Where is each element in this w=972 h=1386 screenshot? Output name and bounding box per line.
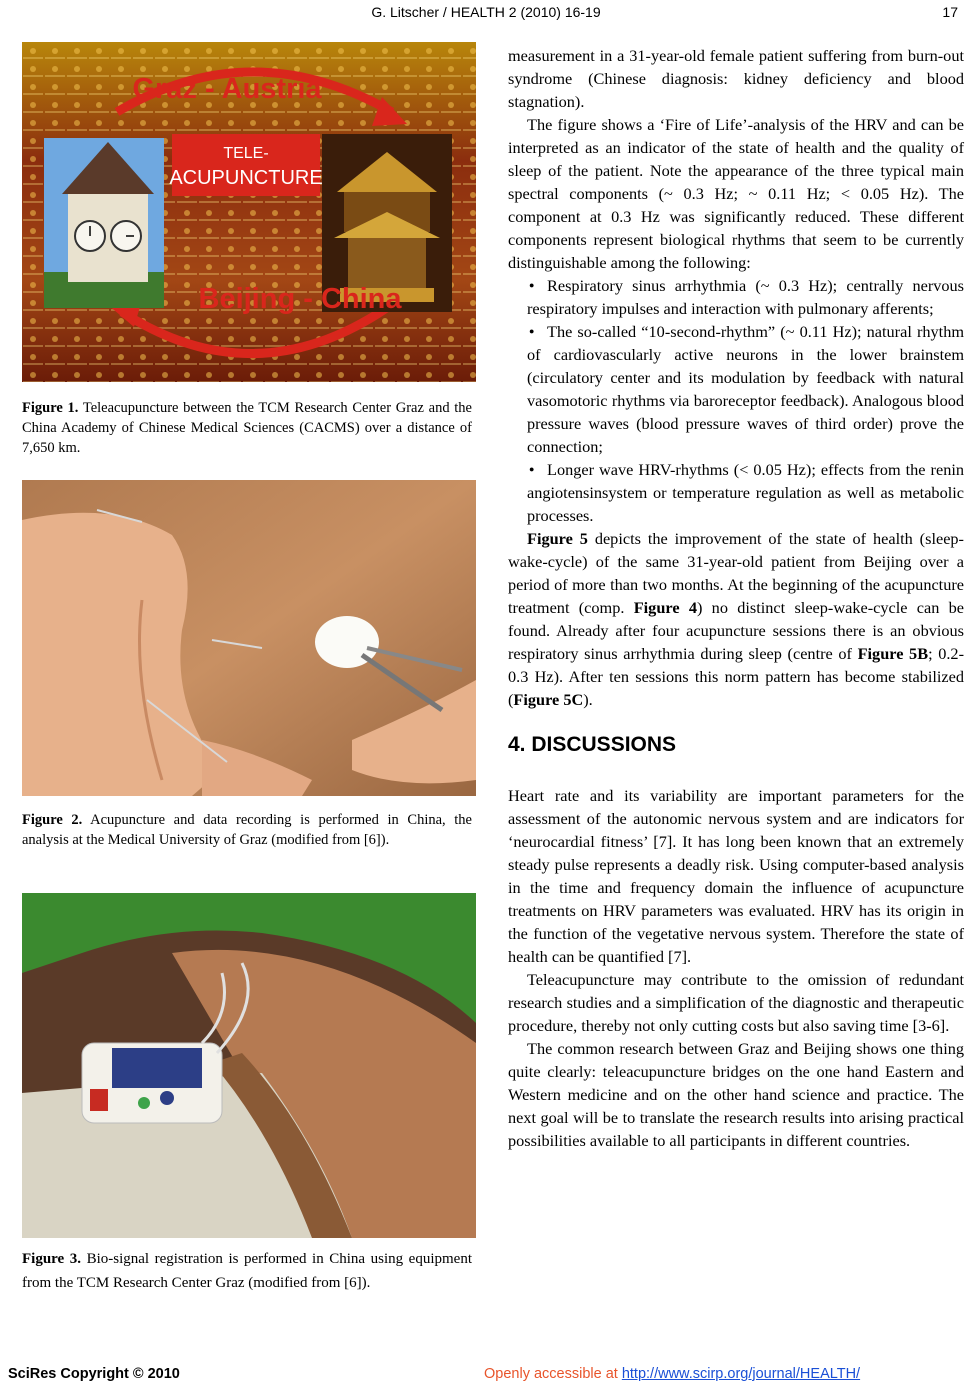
section-heading: 4. DISCUSSIONS — [508, 733, 677, 756]
paragraph-6: The common research between Graz and Beijing shows one thing quite clearly: teleacupuncture bridges on the one hand Eastern and Western medicine and on the other hand science and practice. The next goal will be to translate the research results into arising practical possibilities available to all participants in different countries. — [508, 1039, 964, 1150]
figure-3-caption — [22, 1247, 472, 1295]
figure-2-image — [22, 480, 476, 796]
rhythm-list — [508, 274, 964, 527]
page-footer — [0, 1364, 972, 1386]
figure-3-label: Figure 3. — [22, 1251, 82, 1267]
open-access-prefix: Openly accessible at — [484, 1366, 622, 1382]
journal-url-link[interactable]: http://www.scirp.org/journal/HEALTH/ — [621, 1366, 861, 1382]
list-item — [508, 458, 964, 527]
figure-1-caption-text: Teleacupuncture between the TCM Research Center Graz and the China Academy of Chinese Medical Sciences (CACMS) over a distance of 7,650 km. — [22, 400, 472, 456]
paragraph-3-text-1: depicts the improvement of the state of health (sleep-wake-cycle) of the same 31-year-old patient from Beijing over a period of more than two months. At the beginning of the acupuncture treatment (comp. — [508, 529, 964, 617]
figure-1-caption — [22, 398, 472, 458]
medilog-device — [82, 1043, 222, 1123]
figure-2-caption-text: Acupuncture and data recording is performed in China, the analysis at the Medical University of Graz (modified from [6]). — [22, 812, 472, 848]
paragraph-3-text-3: ; 0.2-0.3 Hz). After ten sessions this norm pattern has become stabilized ( — [508, 644, 964, 709]
list-item — [508, 274, 964, 320]
running-title: G. Litscher / HEALTH 2 (2010) 16-19 — [371, 4, 601, 20]
banner-tele-text: TELE- — [223, 145, 269, 162]
paragraph-1: measurement in a 31-year-old female patient suffering from burn-out syndrome (Chinese diagnosis: kidney deficiency and blood stagnation). — [508, 46, 964, 111]
banner-beijing-china: Beijing - China — [198, 283, 402, 315]
figure-3-caption-text: Bio-signal registration is performed in China using equipment from the TCM Research Center Graz (modified from [6]). — [22, 1251, 472, 1291]
copyright-text: SciRes Copyright © 2010 — [8, 1366, 180, 1382]
clock-tower-photo — [44, 138, 164, 308]
figure-5c-ref: Figure 5C — [513, 690, 584, 709]
figure-5-ref: Figure 5 — [527, 529, 588, 548]
list-item-text: ● Longer wave HRV-rhythms (< 0.05 Hz); effects from the renin angiotensinsystem or temperature regulation as well as metabolic processes. — [527, 460, 964, 525]
figure-3-image — [22, 893, 476, 1238]
figure-4-ref: Figure 4 — [633, 598, 697, 617]
figure-2-label: Figure 2. — [22, 812, 83, 828]
page-number: 17 — [942, 4, 958, 20]
list-item-text: ● Respiratory sinus arrhythmia (~ 0.3 Hz); centrally nervous respiratory impulses and interaction with pulmonary afferents; — [527, 276, 964, 318]
figure-2-caption — [22, 810, 472, 850]
open-access-text — [484, 1366, 860, 1382]
paragraph-4: Heart rate and its variability are important parameters for the assessment of the autonomic nervous system and are indicators for ‘neurocardial fitness’ [7]. It has long been known that an extremely steady pulse represents a deadly risk. Using computer-based analysis in the time and frequency domain the influence of acupuncture treatments on HRV parameters was evaluated. HRV has its origin in the function of the vegetative nervous system. Therefore the state of health can be quantified [7]. — [508, 786, 964, 966]
figure-1-label: Figure 1. — [22, 400, 79, 416]
list-item — [508, 320, 964, 458]
figure-5b-ref: Figure 5B — [857, 644, 929, 663]
list-item-text: ● The so-called “10-second-rhythm” (~ 0.11 Hz); natural rhythm of cardiovascularly active neurons in the lower brainstem (circulatory center and its modulation by feedback with natural vasomotoric rhythms via baroreceptor feedback). Analogous blood pressure waves (blood pressure waves of third order) prove the connection; — [527, 322, 964, 456]
figure-1-image — [22, 42, 476, 382]
running-header — [0, 0, 972, 30]
paragraph-5: Teleacupuncture may contribute to the omission of redundant research studies and a simplification of the diagnostic and therapeutic procedure, thereby not only cutting costs but also saving time [3-6]. — [508, 970, 964, 1035]
body-column — [508, 44, 964, 1152]
banner-graz-austria: Graz - Austria — [132, 73, 322, 105]
banner-acupuncture-text: ACUPUNCTURE — [169, 167, 323, 189]
paragraph-3 — [508, 527, 964, 711]
paragraph-3-text-4: ). — [583, 690, 593, 709]
paragraph-3-text-2: ) no distinct sleep-wake-cycle can be found. Already after four acupuncture sessions there is an obvious respiratory sinus arrhythmia during sleep (centre of — [508, 598, 964, 663]
paragraph-2: The figure shows a ‘Fire of Life’-analysis of the HRV and can be interpreted as an indicator of the state of health and the quality of sleep of the patient. Note the appearance of the three typical main spectral components (~ 0.3 Hz; ~ 0.11 Hz; < 0.05 Hz). The component at 0.3 Hz was significantly reduced. These different components represent biological rhythms that seem to be currently distinguishable among the following: — [508, 115, 964, 272]
